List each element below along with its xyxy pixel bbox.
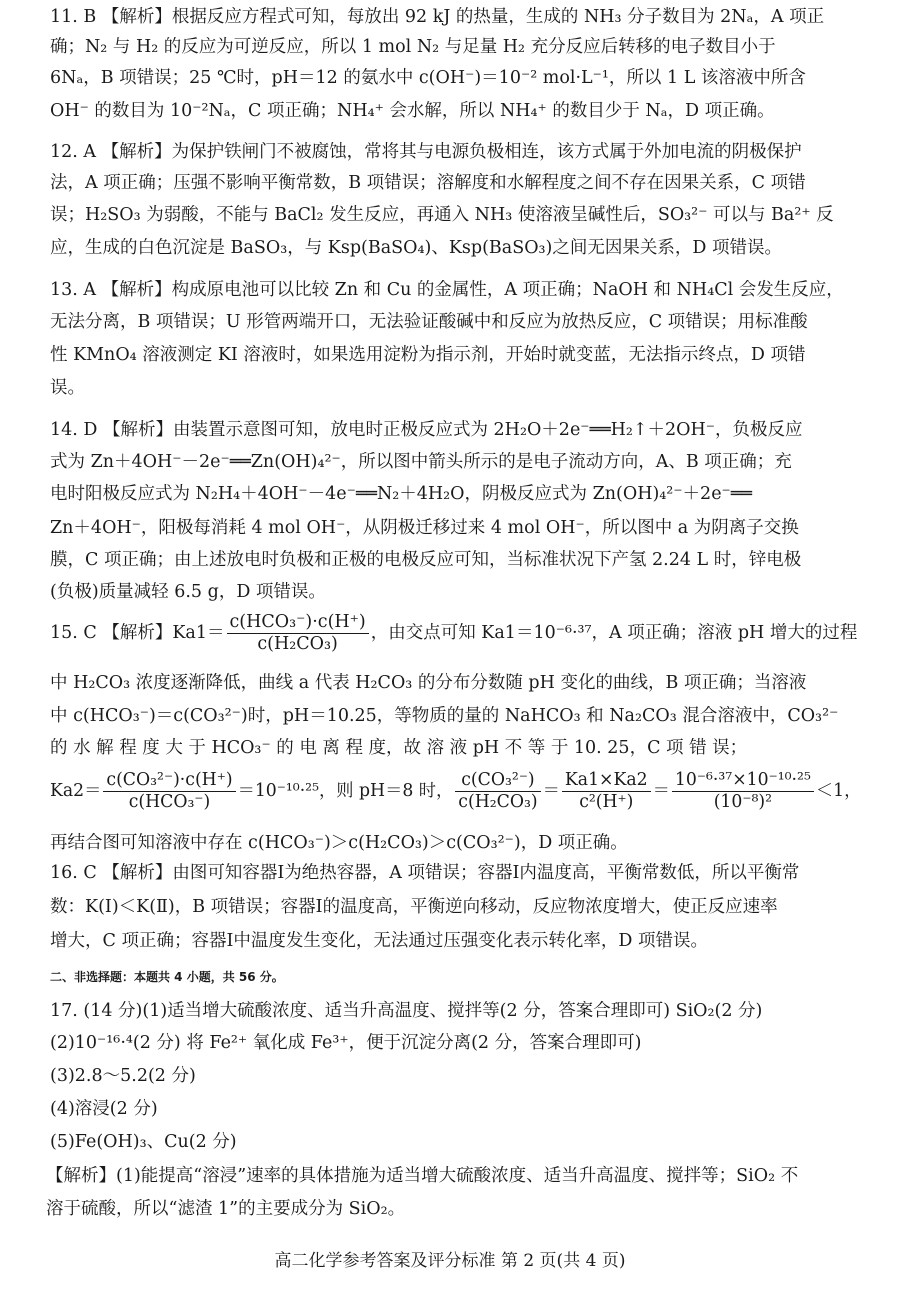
text-line: 6Nₐ，B 项错误；25 ℃时，pH＝12 的氨水中 c(OH⁻)＝10⁻² mol·L⁻¹，所以 1 L 该溶液中所含 — [50, 68, 806, 88]
text-line: 中 c(HCO₃⁻)＝c(CO₃²⁻)时，pH＝10.25，等物质的量的 NaHCO₃ 和 Na₂CO₃ 混合溶液中，CO₃²⁻ — [50, 706, 839, 726]
text-line: 再结合图可知溶液中存在 c(HCO₃⁻)＞c(H₂CO₃)＞c(CO₃²⁻)，D 项正确。 — [50, 833, 628, 853]
text-line: (4)溶浸(2 分) — [50, 1099, 158, 1119]
text-line: 法，A 项正确；压强不影响平衡常数，B 项错误；溶解度和水解程度之间不存在因果关系，C 项错 — [50, 173, 806, 193]
text-line: 数：K(Ⅰ)＜K(Ⅱ)，B 项错误；容器Ⅰ的温度高，平衡逆向移动，反应物浓度增大，使正反应速率 — [50, 897, 778, 917]
fraction — [455, 770, 540, 813]
text-run: ＝10⁻¹⁰·²⁵，则 pH＝8 时， — [237, 781, 454, 801]
text-line: (负极)质量减轻 6.5 g，D 项错误。 — [50, 582, 326, 602]
text-line: 16. C 【解析】由图可知容器Ⅰ为绝热容器，A 项错误；容器Ⅰ内温度高，平衡常数低，所以平衡常 — [50, 863, 800, 883]
fraction-numerator: c(HCO₃⁻)·c(H⁺) — [227, 612, 369, 634]
text-line: 误。 — [50, 378, 85, 398]
text-line: 性 KMnO₄ 溶液测定 KI 溶液时，如果选用淀粉为指示剂，开始时就变蓝，无法指示终点，D 项错 — [50, 345, 806, 365]
text-line: 中 H₂CO₃ 浓度逐渐降低，曲线 a 代表 H₂CO₃ 的分布分数随 pH 变化的曲线，B 项正确；当溶液 — [50, 673, 807, 693]
text-line: 电时阳极反应式为 N₂H₄＋4OH⁻－4e⁻══N₂＋4H₂O，阴极反应式为 Zn(OH)₄²⁻＋2e⁻══ — [50, 484, 752, 504]
formula-line — [50, 770, 861, 813]
text-run: Ka2＝ — [50, 781, 102, 801]
text-line: 应，生成的白色沉淀是 BaSO₃，与 Ksp(BaSO₄)、Ksp(BaSO₃)之间无因果关系，D 项错误。 — [50, 238, 782, 258]
fraction — [562, 770, 651, 813]
text-line: 14. D 【解析】由装置示意图可知，放电时正极反应式为 2H₂O＋2e⁻══H₂↑＋2OH⁻，负极反应 — [50, 420, 803, 440]
page-footer: 高二化学参考答案及评分标准 第 2 页(共 4 页) — [274, 1251, 626, 1271]
text-line: 增大，C 项正确；容器Ⅰ中温度发生变化，无法通过压强变化表示转化率，D 项错误。 — [50, 931, 708, 951]
text-line: (3)2.8～5.2(2 分) — [50, 1066, 196, 1086]
text-line: 膜，C 项正确；由上述放电时负极和正极的电极反应可知，当标准状况下产氢 2.24 L 时，锌电极 — [50, 550, 802, 570]
fraction — [227, 612, 369, 655]
fraction — [672, 770, 814, 813]
fraction-numerator: 10⁻⁶·³⁷×10⁻¹⁰·²⁵ — [672, 770, 814, 792]
fraction — [103, 770, 235, 813]
text-line: 误；H₂SO₃ 为弱酸，不能与 BaCl₂ 发生反应，再通入 NH₃ 使溶液呈碱性后，SO₃²⁻ 可以与 Ba²⁺ 反 — [50, 205, 834, 225]
section-heading: 二、非选择题：本题共 4 小题，共 56 分。 — [50, 970, 284, 984]
text-line: 11. B 【解析】根据反应方程式可知，每放出 92 kJ 的热量，生成的 NH₃ 分子数目为 2Nₐ，A 项正 — [50, 7, 825, 27]
fraction-denominator: c(H₂CO₃) — [257, 634, 338, 654]
text-line: OH⁻ 的数目为 10⁻²Nₐ，C 项正确；NH₄⁺ 会水解，所以 NH₄⁺ 的数目少于 Nₐ，D 项正确。 — [50, 101, 775, 121]
fraction-denominator: c(H₂CO₃) — [458, 792, 538, 812]
text-run: ＝ — [652, 781, 670, 801]
text-run: ＜1， — [815, 781, 862, 801]
text-line: 17. (14 分)(1)适当增大硫酸浓度、适当升高温度、搅拌等(2 分，答案合理即可) SiO₂(2 分) — [50, 1001, 763, 1021]
text-line: Zn＋4OH⁻，阳极每消耗 4 mol OH⁻，从阴极迁移过来 4 mol OH⁻，所以图中 a 为阴离子交换 — [50, 518, 799, 538]
fraction-denominator: (10⁻⁸)² — [713, 792, 773, 812]
fraction-denominator: c(HCO₃⁻) — [128, 792, 211, 812]
fraction-numerator: Ka1×Ka2 — [562, 770, 651, 792]
text-run: ，由交点可知 Ka1＝10⁻⁶·³⁷，A 项正确；溶液 pH 增大的过程 — [370, 623, 858, 643]
text-line: 无法分离，B 项错误；U 形管两端开口，无法验证酸碱中和反应为放热反应，C 项错误；用标准酸 — [50, 312, 808, 332]
fraction-numerator: c(CO₃²⁻)·c(H⁺) — [103, 770, 235, 792]
text-line: 【解析】(1)能提高“溶浸”速率的具体措施为适当增大硫酸浓度、适当升高温度、搅拌等；SiO₂ 不 — [46, 1166, 799, 1186]
text-line: 12. A 【解析】为保护铁闸门不被腐蚀，常将其与电源负极相连，该方式属于外加电流的阴极保护 — [50, 142, 802, 162]
text-line: 溶于硫酸，所以“滤渣 1”的主要成分为 SiO₂。 — [46, 1199, 406, 1219]
text-line: (2)10⁻¹⁶·⁴(2 分) 将 Fe²⁺ 氧化成 Fe³⁺，便于沉淀分离(2 分，答案合理即可) — [50, 1033, 642, 1053]
text-line: 13. A 【解析】构成原电池可以比较 Zn 和 Cu 的金属性，A 项正确；NaOH 和 NH₄Cl 会发生反应， — [50, 280, 844, 300]
text-line: 式为 Zn＋4OH⁻－2e⁻══Zn(OH)₄²⁻，所以图中箭头所示的是电子流动方向，A、B 项正确；充 — [50, 452, 792, 472]
text-line: (5)Fe(OH)₃、Cu(2 分) — [50, 1132, 237, 1152]
text-run: ＝ — [542, 781, 560, 801]
fraction-denominator: c²(H⁺) — [579, 792, 634, 812]
formula-line — [50, 612, 857, 655]
text-line: 确；N₂ 与 H₂ 的反应为可逆反应，所以 1 mol N₂ 与足量 H₂ 充分反应后转移的电子数目小于 — [50, 37, 776, 57]
fraction-numerator: c(CO₃²⁻) — [455, 770, 540, 792]
text-run: 15. C 【解析】Ka1＝ — [50, 623, 225, 643]
text-line: 的 水 解 程 度 大 于 HCO₃⁻ 的 电 离 程 度，故 溶 液 pH 不 等 于 10. 25，C 项 错 误； — [50, 738, 748, 758]
